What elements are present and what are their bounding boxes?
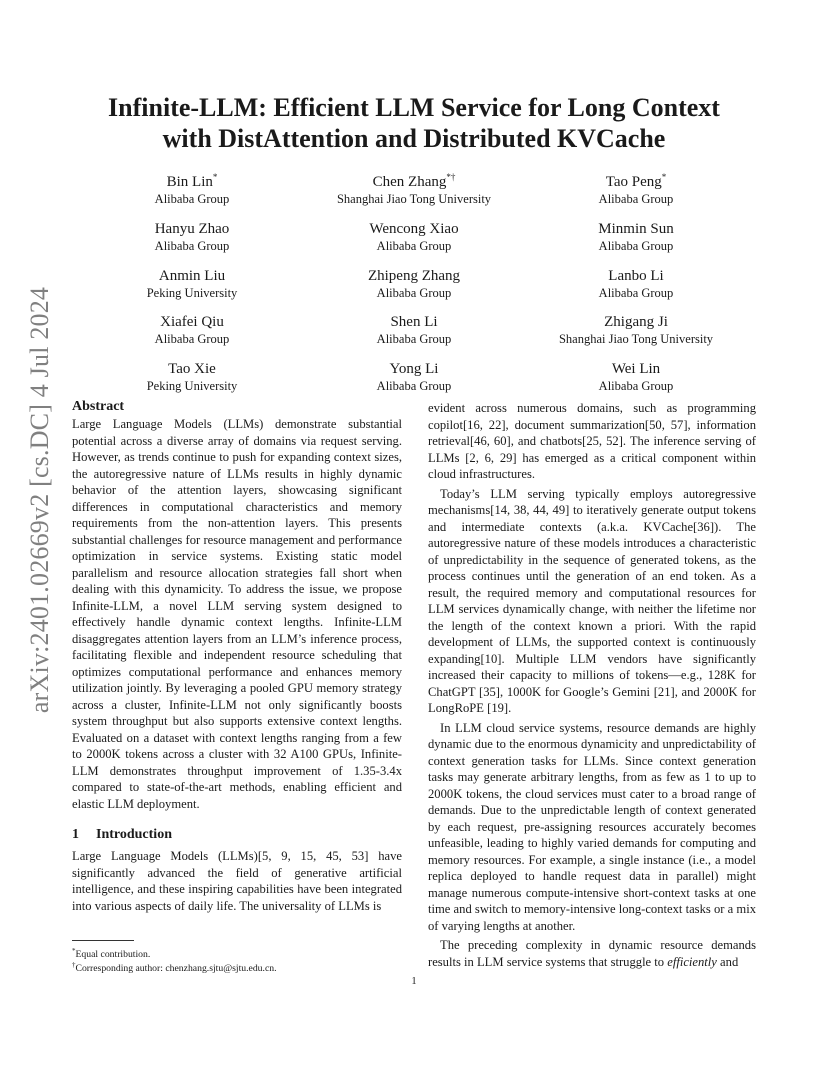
author-name: Wencong Xiao xyxy=(369,221,459,237)
author-name-line xyxy=(516,168,756,191)
author-affiliation: Peking University xyxy=(146,379,238,393)
author-name: Shen Li xyxy=(390,314,438,330)
author-name-line xyxy=(516,262,756,285)
author-affiliation: Alibaba Group xyxy=(598,192,674,206)
author-affiliation: Shanghai Jiao Tong University xyxy=(558,332,714,346)
author-name-line xyxy=(294,355,534,378)
author-name: Zhipeng Zhang xyxy=(367,268,461,284)
author-affiliation: Peking University xyxy=(146,286,238,300)
author xyxy=(294,262,534,301)
paragraph-4-end: and xyxy=(716,954,739,969)
author-mark: *† xyxy=(446,172,456,182)
section-title: Introduction xyxy=(96,827,172,842)
author-name: Minmin Sun xyxy=(598,221,674,237)
paragraph-4-emphasis: efficiently xyxy=(667,954,717,969)
author-affiliation: Shanghai Jiao Tong University xyxy=(336,192,492,206)
left-column xyxy=(72,398,402,914)
intro-paragraph-1: Large Language Models (LLMs)[5, 9, 15, 45, 53] have significantly advanced the field of generative artificial intelligence, and these inspiring capabilities have been integrated into various aspects of daily life. The universality of LLMs is xyxy=(72,849,402,913)
author xyxy=(72,308,312,347)
abstract-text: Large Language Models (LLMs) demonstrate substantial potential across a diverse array of domains via request serving. However, as trends continue to push for expanding context sizes, the autoregressive nature of LLMs results in highly dynamic behavior of the attention layers, showcasing significant differences in computational characteristics and memory requirements from the non-attention layers. This presents substantial challenges for resource management and performance optimization in service systems. Existing static model parallelism and resource allocation strategies fall short when dealing with this dynamicity. To address the issue, we propose Infinite-LLM, a novel LLM serving system designed to effectively handle dynamic context lengths. Infinite-LLM disaggregates attention layers from an LLM’s inference process, facilitating flexible and independent resource scheduling that optimizes computational performance and enhances memory utilization jointly. By leveraging a pooled GPU memory strategy across a cluster, Infinite-LLM not only significantly boosts system throughput but also supports extensive context lengths. Evaluated on a dataset with context lengths ranging from a few to 2000K tokens across a cluster with 32 A100 GPUs, Infinite-LLM demonstrates throughput improvement of 1.35-3.4x compared to state-of-the-art methods, enabling efficient and elastic LLM deployment. xyxy=(72,417,402,811)
author xyxy=(516,215,756,254)
author xyxy=(516,308,756,347)
author-name-line xyxy=(516,308,756,331)
author-name-line xyxy=(294,215,534,238)
author-mark: * xyxy=(212,172,218,182)
author-affiliation: Alibaba Group xyxy=(376,239,452,253)
footnote-mark: † xyxy=(72,961,76,969)
paper-title xyxy=(0,92,828,154)
section-number: 1 xyxy=(72,827,79,842)
footnote-rule xyxy=(72,940,134,941)
author-affiliation: Alibaba Group xyxy=(598,379,674,393)
intro-paragraph-2: Today’s LLM serving typically employs autoregressive mechanisms[14, 38, 44, 49] to iteratively generate output tokens and intermediate contexts (a.k.a. KVCache[36]). The autoregressive nature of these models introduces a characteristic of unpredictability in the sequence of generated tokens, as the process continues until the generation of an end token. As a result, the required memory and computational resources for LLM services dynamically change, with neither the lifetime nor the length of the context known a priori. With the rapid development of LLMs, the supported context is continuously expanding[10]. Multiple LLM vendors have significantly increased their capacity to millions of tokens—e.g., 128K for ChatGPT [35], 1000K for Google’s Gemini [21], and 2000K for LongRoPE [19]. xyxy=(428,486,756,715)
author-affiliation: Alibaba Group xyxy=(376,332,452,346)
author-name-line xyxy=(72,308,312,331)
intro-paragraph-3: In LLM cloud service systems, resource demands are highly dynamic due to the enormous dynamicity and unpredictability of context generation tasks for LLMs. Since context generation tasks may generate arbitrary lengths, from as few as 1 to up to 2000K tokens, the cloud services must cater to a broad range of demands. Due to the unpredictable length of context generated by each request, pre-assigning resources accurately becomes unfeasible, leading to highly varied demands for computing and memory resources. For example, a single instance (i.e., a model replica deployed to handle request data in parallel) might manage numerous compute-intensive short-context tasks at one time and switch to memory-intensive long-context tasks or a mix of varying lengths at another. xyxy=(428,720,756,933)
author xyxy=(72,355,312,394)
footnote-text: Corresponding author: chenzhang.sjtu@sjtu.edu.cn. xyxy=(75,963,277,975)
author-name-line xyxy=(72,355,312,378)
author-affiliation: Alibaba Group xyxy=(376,286,452,300)
author xyxy=(72,215,312,254)
author-name-line xyxy=(516,215,756,238)
author xyxy=(516,355,756,394)
paragraph-4-start: The preceding complexity in dynamic resource demands results in LLM service systems that struggle to xyxy=(428,938,756,969)
author xyxy=(72,262,312,301)
title-line-1: Infinite-LLM: Efficient LLM Service for Long Context xyxy=(108,93,720,122)
right-column xyxy=(428,400,756,970)
author-affiliation: Alibaba Group xyxy=(154,332,230,346)
author-name-line xyxy=(294,168,534,191)
page-number: 1 xyxy=(411,976,417,987)
author-name: Lanbo Li xyxy=(608,268,664,284)
author-name-line xyxy=(72,168,312,191)
author-affiliation: Alibaba Group xyxy=(598,239,674,253)
intro-paragraph-continued: evident across numerous domains, such as programming copilot[16, 22], document summarization[50, 57], information retrieval[46, 60], and chatbots[25, 52]. The inference serving of LLMs [2, 6, 29] has emerged as a critical component within cloud infrastructures. xyxy=(428,401,756,481)
author xyxy=(294,355,534,394)
author xyxy=(294,215,534,254)
author-name-line xyxy=(294,308,534,331)
footnote-text: Equal contribution. xyxy=(75,949,151,961)
author-name: Xiafei Qiu xyxy=(160,314,224,330)
author-name: Bin Lin xyxy=(166,174,213,190)
author-mark: * xyxy=(661,172,667,182)
author-affiliation: Alibaba Group xyxy=(598,286,674,300)
author-name-line xyxy=(72,215,312,238)
author-name-line xyxy=(294,262,534,285)
arxiv-identifier-stamp: arXiv:2401.02669v2 [cs.DC] 4 Jul 2024 xyxy=(25,286,54,714)
author-affiliation: Alibaba Group xyxy=(376,379,452,393)
intro-paragraph-4 xyxy=(428,937,756,970)
author-name: Yong Li xyxy=(389,361,439,377)
author xyxy=(294,308,534,347)
author xyxy=(72,168,312,207)
author-affiliation: Alibaba Group xyxy=(154,192,230,206)
author xyxy=(516,262,756,301)
introduction-heading xyxy=(72,826,402,844)
footnote-mark: * xyxy=(72,947,76,955)
author-name: Tao Peng xyxy=(605,174,662,190)
author-affiliation: Alibaba Group xyxy=(154,239,230,253)
abstract-heading: Abstract xyxy=(72,399,125,414)
footnote-corresponding-author xyxy=(72,959,277,975)
author-name-line xyxy=(72,262,312,285)
author xyxy=(516,168,756,207)
author-name: Zhigang Ji xyxy=(604,314,668,330)
author-name-line xyxy=(516,355,756,378)
title-line-2: with DistAttention and Distributed KVCache xyxy=(162,124,666,153)
author-name: Wei Lin xyxy=(611,361,661,377)
author-name: Tao Xie xyxy=(168,361,216,377)
author-name: Hanyu Zhao xyxy=(154,221,230,237)
author-name: Chen Zhang xyxy=(372,174,447,190)
author-name: Anmin Liu xyxy=(158,268,226,284)
author xyxy=(294,168,534,207)
